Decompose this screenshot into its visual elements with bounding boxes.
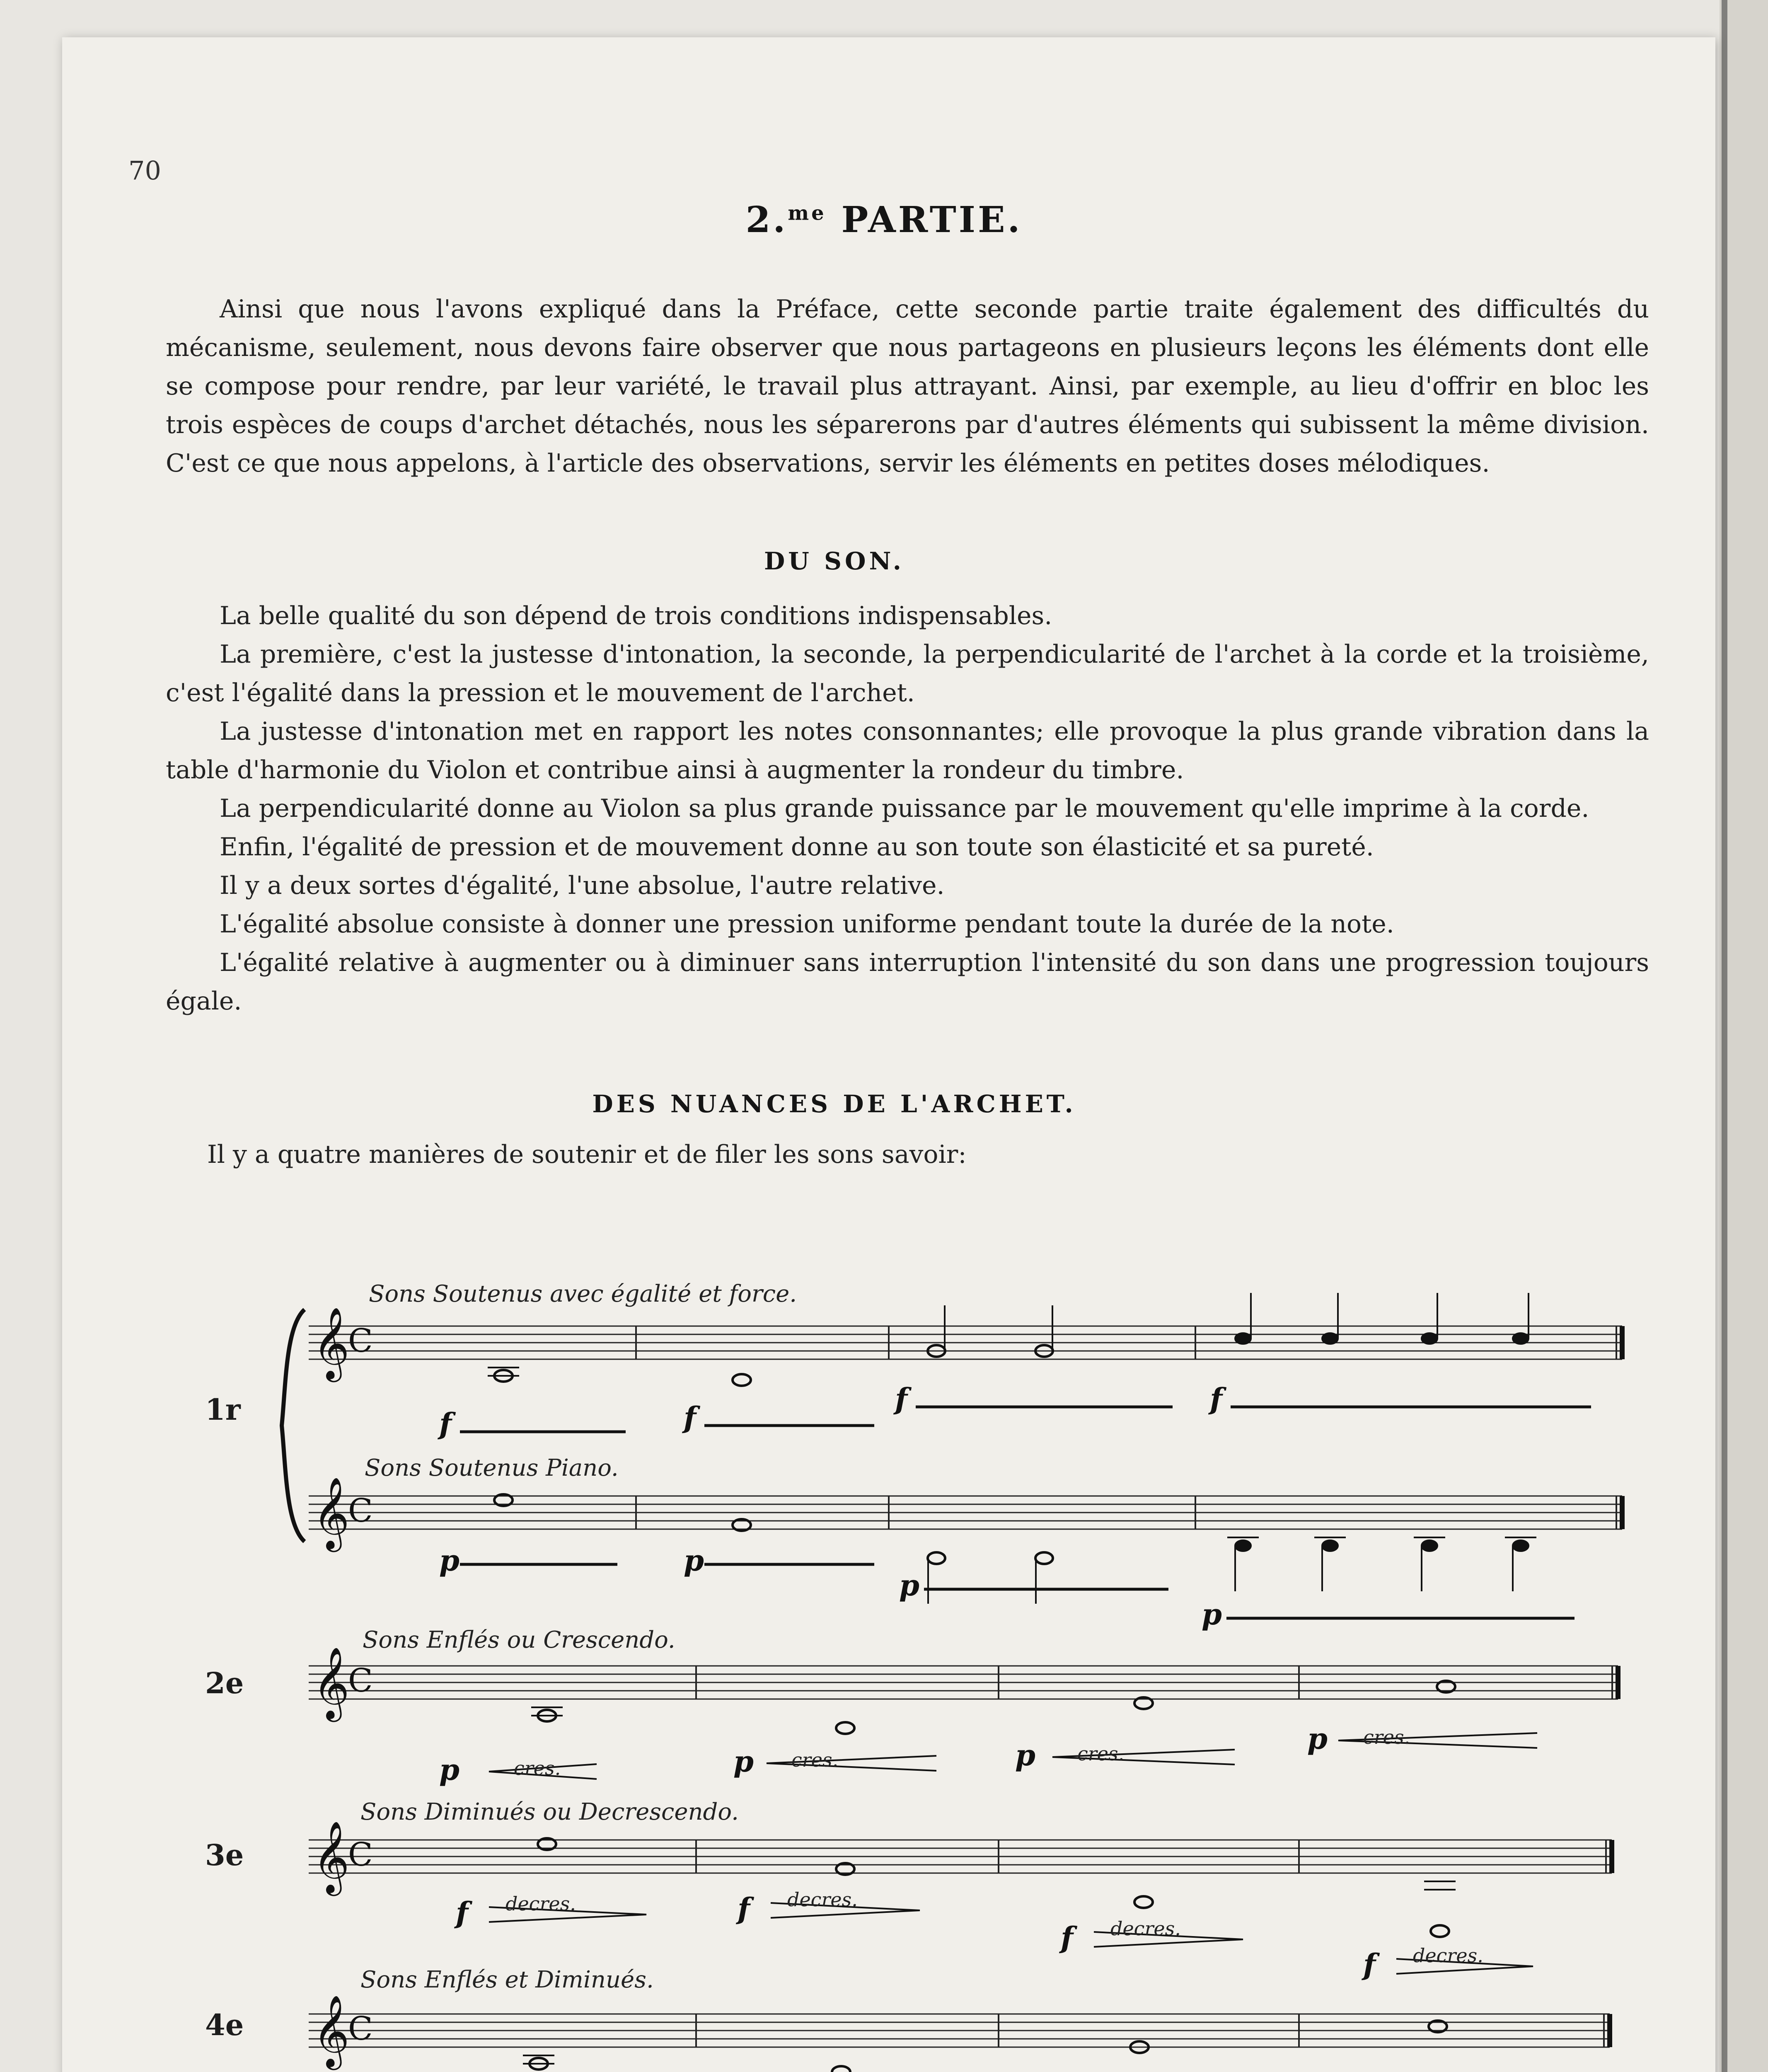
common-time-sign: C — [348, 1322, 373, 1360]
quarter-note — [1512, 1540, 1529, 1552]
treble-clef-icon: 𝄞 — [313, 1307, 350, 1379]
decres-marking: decres. — [787, 1888, 858, 1911]
common-time-sign: C — [348, 1492, 373, 1530]
treble-clef-icon: 𝄞 — [313, 1647, 350, 1719]
dynamic-forte: f — [1061, 1920, 1074, 1955]
example-number-1: 1r — [205, 1392, 241, 1427]
decres-marking: decres. — [505, 1893, 576, 1915]
dynamic-forte: f — [439, 1406, 452, 1441]
quarter-note — [1421, 1333, 1438, 1344]
son-paragraph: La perpendicularité donne au Violon sa plus grande puissance par le mouvement qu'elle imprime à la corde. — [220, 794, 1589, 823]
dynamic-piano: p — [684, 1543, 704, 1578]
dynamic-piano: p — [733, 1744, 754, 1779]
son-paragraph: Il y a deux sortes d'égalité, l'une absolue, l'autre relative. — [220, 871, 945, 900]
decres-marking: decres. — [1413, 1944, 1483, 1967]
quarter-note — [1235, 1333, 1251, 1344]
common-time-sign: C — [348, 2010, 373, 2048]
half-note — [1035, 1552, 1053, 1564]
dynamic-forte: f — [738, 1891, 750, 1926]
whole-note — [733, 1374, 751, 1386]
dynamic-piano: p — [899, 1568, 919, 1602]
quarter-note — [1421, 1540, 1438, 1552]
staff-label-1b: Sons Soutenus Piano. — [365, 1455, 619, 1481]
whole-note — [1431, 1925, 1449, 1937]
common-time-sign: C — [348, 1662, 373, 1699]
dynamic-forte: f — [1210, 1382, 1223, 1416]
cres-marking: cres. — [514, 1757, 561, 1779]
example-number-3: 3e — [205, 1838, 244, 1872]
son-paragraph: L'égalité absolue consiste à donner une pression uniforme pendant toute la durée de la note. — [220, 910, 1394, 939]
whole-note — [1134, 1896, 1153, 1908]
page-number: 70 — [128, 155, 161, 186]
common-time-sign: C — [348, 1836, 373, 1874]
quarter-note — [1235, 1540, 1251, 1552]
son-paragraph: La belle qualité du son dépend de trois conditions indispensables. — [220, 601, 1052, 630]
dynamic-forte: f — [895, 1382, 908, 1416]
example-number-4: 4e — [205, 2008, 244, 2042]
dynamic-forte: f — [456, 1895, 469, 1930]
whole-note — [836, 1722, 854, 1734]
quarter-note — [1322, 1333, 1338, 1344]
son-paragraph: La justesse d'intonation met en rapport les notes consonnantes; elle provoque la plus grande vibration dans la table d'harmonie du Violon et contribue ainsi à augmenter la rondeur du timbre. — [166, 717, 1649, 784]
staff-label-1a: Sons Soutenus avec égalité et force. — [369, 1280, 797, 1307]
decres-marking: decres. — [1110, 1917, 1181, 1940]
nuances-intro: Il y a quatre manières de soutenir et de filer les sons savoir: — [207, 1140, 967, 1169]
whole-note — [832, 2066, 850, 2072]
cres-marking: cres. — [1077, 1743, 1125, 1765]
staff-label-2: Sons Enflés ou Crescendo. — [363, 1627, 675, 1653]
dynamic-piano: p — [439, 1752, 460, 1787]
treble-clef-icon: 𝄞 — [313, 1995, 350, 2067]
dynamic-piano: p — [1202, 1597, 1222, 1631]
dynamic-piano: p — [1015, 1738, 1035, 1772]
example-number-2: 2e — [205, 1666, 244, 1700]
section-title-nuances: DES NUANCES DE L'ARCHET. — [592, 1090, 1076, 1118]
system-brace — [282, 1310, 305, 1542]
section-title-son: DU SON. — [764, 547, 905, 575]
son-paragraph: La première, c'est la justesse d'intonation, la seconde, la perpendicularité de l'archet à la corde et la troisième, c'est l'égalité dans la pression et le mouvement de l'archet. — [166, 640, 1649, 707]
intro-paragraph: Ainsi que nous l'avons expliqué dans la Préface, cette seconde partie traite également des difficultés du mécanisme, seulement, nous devons faire observer que nous partageons en plusieurs leçons les éléments dont elle se compose pour rendre, par leur variété, le travail plus attrayant. Ainsi, par exemple, au lieu d'offrir en bloc les trois espèces de coups d'archet détachés, nous les séparerons par d'autres éléments qui subissent la même division. C'est ce que nous appelons, à l'article des observations, servir les éléments en petites doses mélodiques. — [166, 295, 1649, 478]
treble-clef-icon: 𝄞 — [313, 1821, 350, 1893]
treble-clef-icon: 𝄞 — [313, 1477, 350, 1549]
staff-label-3: Sons Diminués ou Decrescendo. — [360, 1798, 739, 1825]
dynamic-forte: f — [1363, 1947, 1376, 1982]
quarter-note — [1322, 1540, 1338, 1552]
quarter-note — [1512, 1333, 1529, 1344]
part-title: 2.$^{me}$ PARTIE. — [745, 199, 1023, 241]
staff-label-4: Sons Enflés et Diminués. — [360, 1966, 654, 1993]
son-paragraph: L'égalité relative à augmenter ou à diminuer sans interruption l'intensité du son dans une progression toujours égale. — [166, 948, 1649, 1016]
dynamic-piano: p — [439, 1543, 460, 1578]
half-note — [928, 1552, 945, 1564]
dynamic-piano: p — [1307, 1721, 1328, 1756]
cres-marking: cres. — [791, 1749, 839, 1771]
son-paragraph: Enfin, l'égalité de pression et de mouvement donne au son toute son élasticité et sa pureté. — [220, 833, 1374, 862]
cres-marking: cres. — [1363, 1726, 1410, 1748]
dynamic-forte: f — [684, 1400, 697, 1435]
